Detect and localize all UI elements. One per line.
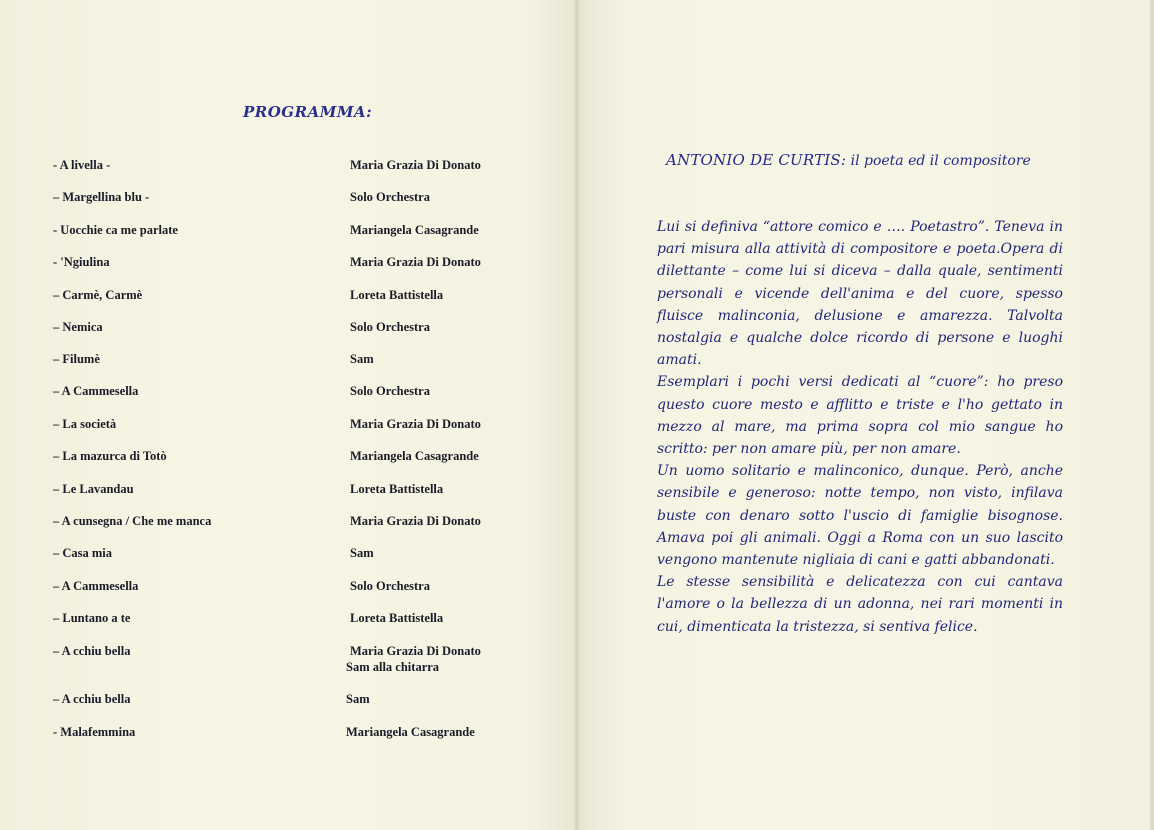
performer: Maria Grazia Di Donato: [350, 255, 481, 269]
performer: Mariangela Casagrande: [350, 223, 479, 237]
song-title: – La società: [53, 417, 117, 431]
article-title: [666, 151, 1031, 169]
song-title: – Le Lavandau: [53, 482, 134, 496]
program-item: [0, 692, 576, 710]
performer: Mariangela Casagrande: [350, 449, 479, 463]
performer: Loreta Battistella: [350, 611, 444, 625]
song-title: – La mazurca di Totò: [53, 449, 167, 463]
song-title: – A cchiu bella: [53, 644, 131, 658]
article-paragraph: Un uomo solitario e malinconico, dunque. Però, anche sensibile e generoso: notte tempo, non visto, infilava buste con denaro sotto l'uscio di famiglie bisognose. Amava poi gli animali. Oggi a Roma con un suo lascito vengono mantenute nigliaia di cani e gatti abbandonati.: [657, 463, 1063, 569]
song-title: – Casa mia: [53, 546, 113, 560]
program-item: [0, 482, 576, 500]
performer: Loreta Battistella: [350, 482, 444, 496]
performer: Mariangela Casagrande: [346, 725, 475, 739]
performer: Loreta Battistella: [350, 288, 444, 302]
song-title: - 'Ngiulina: [53, 255, 110, 269]
program-item: [0, 546, 576, 564]
performer: Maria Grazia Di Donato: [350, 514, 481, 528]
song-title: – A Cammesella: [53, 579, 139, 593]
page-edge: [1150, 0, 1154, 830]
performer: Solo Orchestra: [350, 320, 430, 334]
article-title-subtitle: il poeta ed il compositore: [846, 153, 1031, 169]
article-paragraph: Lui si definiva “attore comico e …. Poetastro”. Teneva in pari misura alla attività di compositore e poeta.Opera di dilettante – come lui si diceva – dalla quale, sentimenti personali e vicende dell'anima e del cuore, spesso fluisce malinconia, delusione e amarezza. Talvolta nostalgia e qualche dolce ricordo di persone e luoghi amati.: [657, 219, 1063, 369]
program-item: [0, 417, 576, 435]
program-item: [0, 384, 576, 402]
program-item: [0, 158, 576, 176]
program-item: [0, 725, 576, 743]
performer: Solo Orchestra: [350, 579, 430, 593]
article-paragraph: Esemplari i pochi versi dedicati al “cuore”: ho preso questo cuore mesto e afflitto e triste e l'ho gettato in mezzo al mare, ma prima sopra col mio sangue ho scritto: per non amare più, per non amare.: [657, 374, 1063, 458]
program-item: [0, 190, 576, 208]
song-title: - Malafemmina: [53, 725, 136, 739]
song-title: – Luntano a te: [53, 611, 131, 625]
song-title: – A Cammesella: [53, 384, 139, 398]
performer: Sam: [350, 546, 374, 560]
article-paragraph: Le stesse sensibilità e delicatezza con cui cantava l'amore o la bellezza di un adonna, nei rari momenti in cui, dimenticata la tristezza, si sentiva felice.: [657, 574, 1063, 635]
program-item: [0, 644, 576, 678]
song-title: – A cchiu bella: [53, 692, 131, 706]
song-title: - A livella -: [53, 158, 111, 172]
article-body: [657, 216, 1063, 638]
performer: Maria Grazia Di Donato: [350, 158, 481, 172]
song-title: – Carmè, Carmè: [53, 288, 143, 302]
program-item: [0, 449, 576, 467]
performer: Maria Grazia Di Donato: [350, 644, 481, 658]
program-item: [0, 288, 576, 306]
performer: Maria Grazia Di Donato: [350, 417, 481, 431]
program-item: [0, 223, 576, 241]
performer: Sam: [346, 692, 370, 706]
program-item: [0, 579, 576, 597]
program-item: [0, 611, 576, 629]
song-title: – Filumè: [53, 352, 100, 366]
performer-secondary: Sam alla chitarra: [346, 660, 440, 674]
performer: Solo Orchestra: [350, 384, 430, 398]
program-title: PROGRAMMA:: [243, 103, 373, 121]
article-title-name: ANTONIO DE CURTIS:: [666, 151, 847, 169]
program-item: [0, 320, 576, 338]
program-item: [0, 514, 576, 532]
song-title: - Uocchie ca me parlate: [53, 223, 178, 237]
performer: Sam: [350, 352, 374, 366]
song-title: – Margellina blu -: [53, 190, 150, 204]
program-item: [0, 352, 576, 370]
song-title: – A cunsegna / Che me manca: [53, 514, 212, 528]
song-title: – Nemica: [53, 320, 103, 334]
program-item: [0, 255, 576, 273]
performer: Solo Orchestra: [350, 190, 430, 204]
